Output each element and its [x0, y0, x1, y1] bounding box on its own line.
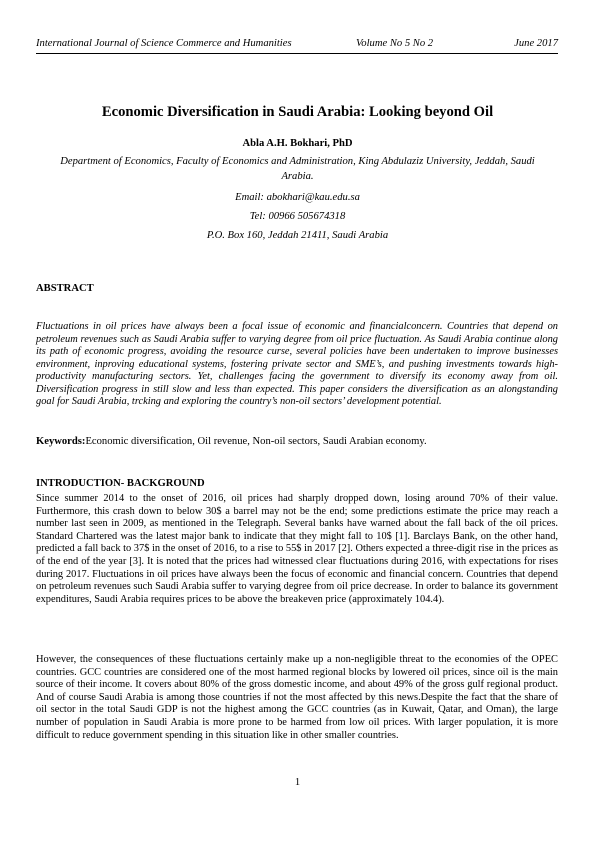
section-heading-introduction: INTRODUCTION- BACKGROUND: [36, 478, 205, 489]
intro-paragraph: However, the consequences of these fluctuations certainly make up a non-negligible threat to the economies of the OPEC countries. GCC countries are considered one of the most harmed regional blocks by lowered oil prices, since oil is the main source of their income. It covers about 80% of the gross domestic income, and about 49% of the gross gulf regional product. And of course Saudi Arabia is among those countries if not the most affected by this news.Despite the fact that the share of oil sector in the total Saudi GDP is not the highest among the GCC countries (as in Kuwait, Qatar, and Oman), the large number of population in Saudi Arabia is more prone to be harmed from low oil prices. With larger population, it is more difficult to reduce government spending in this situation like in other smaller countries.: [36, 654, 558, 741]
author-address: P.O. Box 160, Jeddah 21411, Saudi Arabia: [206, 230, 389, 241]
author-phone: Tel: 00966 505674318: [249, 211, 346, 222]
keywords-text: Economic diversification, Oil revenue, Non-oil sectors, Saudi Arabian economy.: [85, 436, 427, 447]
author-email: Email: abokhari@kau.edu.sa: [235, 192, 360, 203]
abstract-heading: ABSTRACT: [36, 283, 94, 294]
volume-issue: Volume No 5 No 2: [356, 38, 434, 49]
journal-name: International Journal of Science Commerce and Humanities: [36, 38, 292, 49]
abstract-body: Fluctuations in oil prices have always been a focal issue of economic and financialconcern. Countries that depend on petroleum revenues such as Saudi Arabia suffer to varying degree from oil price fluctuation. As Saudi Arabia continue along its path of economic progress, avoiding the resource curse, several policies have been undertaken to improve businesses environment, inproving educational systems, fostering private sector and SME’s, and pushing investments towards high-productivity manufacturing sectors. Yet, challenges facing the government to diversify its economy away from oil. Diversification progress in still slow and less than expected. This paper considers the diversification as an alongstanding goal for Saudi Arabia, trcking and exploring the country’s non-oil sectors’ development potential.: [36, 321, 558, 407]
running-header: [36, 38, 558, 52]
keywords-label: Keywords:: [36, 436, 86, 447]
author-affiliation: Department of Economics, Faculty of Economics and Administration, King Abdulaziz University, Jeddah, Saudi Arabia.: [60, 156, 535, 182]
keywords-line: [36, 436, 558, 447]
header-divider: [36, 53, 558, 54]
paper-title: Economic Diversification in Saudi Arabia: Looking beyond Oil: [101, 104, 494, 120]
intro-paragraph: Since summer 2014 to the onset of 2016, oil prices had sharply dropped down, losing around 70% of their value. Furthermore, this crash down to below 30$ a barrel may not be the end; some predictions estimate the price may reach a number last seen in 2009, as mentioned in the Telegraph. Several banks have warned about the fall back of the oil prices. Standard Chartered was the latest major bank to indicate that they might fall to 10$ [1]. Barclays Bank, on the other hand, predicted a fall back to 37$ in the onset of 2016, to a rise to 55$ in 2017 [2]. Others expected a three-digit rise in the prices as of the end of the year [3]. It is noted that the prices had witnessed clear fluctuations during 2016, with expectations for rises during 2017. Fluctuations in oil prices have always been the focus of economic and financial concern. Countries that depend on petroleum revenues such Saudi Arabia suffer to varying degree from oil price decrease. In order to balance its government expenditures, Saudi Arabia requires prices to be above the breakeven price (approximately 104.4).: [36, 493, 558, 605]
page-number: 1: [294, 777, 301, 788]
author-name: Abla A.H. Bokhari, PhD: [242, 138, 353, 149]
issue-date: June 2017: [514, 38, 558, 49]
